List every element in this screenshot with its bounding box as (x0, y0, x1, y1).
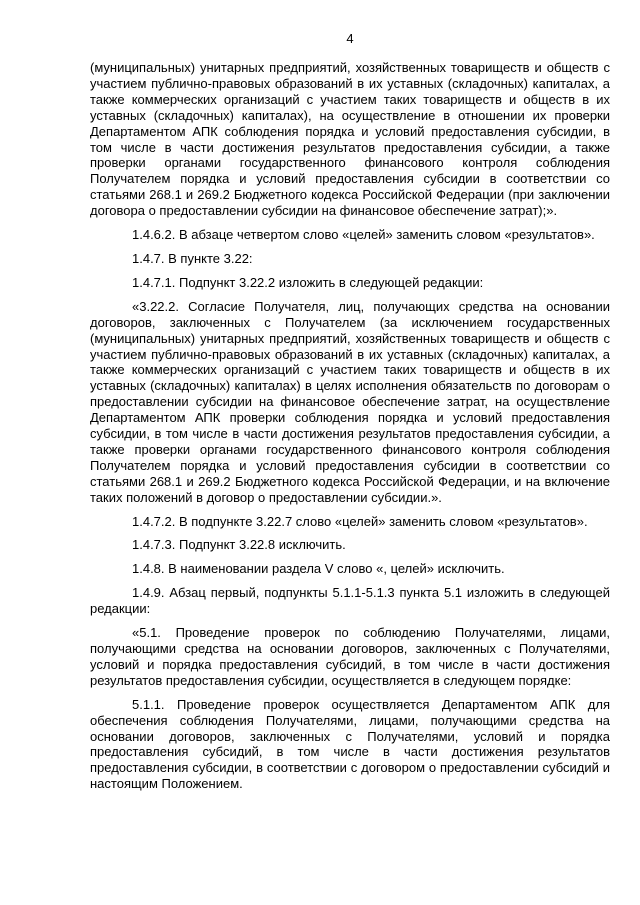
page-number: 4 (346, 31, 354, 46)
paragraph-1-4-8: 1.4.8. В наименовании раздела V слово «, целей» исключить. (132, 561, 505, 577)
paragraph-1-4-6-2: 1.4.6.2. В абзаце четвертом слово «целей» заменить словом «результатов». (132, 227, 595, 243)
paragraph-5-1-quote: «5.1. Проведение проверок по соблюдению Получателями, лицами, получающими средства на основании договоров, заключенных с Получателями, условий и порядка предоставления субсидий, в том числе в части достижения результатов предоставления субсидии, осуществляется в следующем порядке: (90, 625, 610, 688)
paragraph-1-4-7-3: 1.4.7.3. Подпункт 3.22.8 исключить. (132, 537, 346, 553)
paragraph-3-22-2-quote: «3.22.2. Согласие Получателя, лиц, получающих средства на основании договоров, заключенных с Получателем (за исключением государственных (муниципальных) унитарных предприятий, хозяйственных товариществ и обществ с участием публично-правовых образований в их уставных (складочных) капиталах, а также коммерческих организаций с участием таких товариществ и обществ в их уставных (складочных) капиталах) в целях исполнения обязательств по договорам о предоставлении субсидии на финансовое обеспечение затрат, на осуществление Департаментом АПК проверки соблюдения порядка и условий предоставления субсидии, в том числе в части достижения результатов предоставления субсидии, а также проверки органами государственного финансового контроля соблюдения Получателем порядка и условий предоставления субсидии в соответствии со статьями 268.1 и 269.2 Бюджетного кодекса Российской Федерации, и на включение таких положений в договор о предоставлении субсидии.». (90, 298, 610, 505)
document-body (90, 60, 610, 792)
paragraph-continuation: (муниципальных) унитарных предприятий, хозяйственных товариществ и обществ с участием публично-правовых образований в их уставных (складочных) капиталах, а также коммерческих организаций с участием таких товариществ и обществ в их уставных (складочных) капиталах), на осуществление в отношении их проверки Департаментом АПК соблюдения порядка и условий предоставления субсидии, в том числе в части достижения результатов предоставления субсидии, а также проверки органами государственного финансового контроля соблюдения Получателем порядка и условий предоставления субсидии в соответствии со статьями 268.1 и 269.2 Бюджетного кодекса Российской Федерации (при заключении договора о предоставлении субсидии на финансовое обеспечение затрат);». (90, 60, 610, 219)
paragraph-5-1-1: 5.1.1. Проведение проверок осуществляется Департаментом АПК для обеспечения соблюдения Получателями, лицами, получающими средства на основании договоров, заключенных с Получателями, условий и порядка предоставления субсидий, в том числе в части достижения результатов предоставления субсидии, в соответствии с договором о предоставлении субсидий и настоящим Положением. (90, 696, 610, 792)
paragraph-1-4-9: 1.4.9. Абзац первый, подпункты 5.1.1-5.1.3 пункта 5.1 изложить в следующей редакции: (90, 585, 610, 617)
paragraph-1-4-7-1: 1.4.7.1. Подпункт 3.22.2 изложить в следующей редакции: (132, 274, 484, 290)
paragraph-1-4-7-2: 1.4.7.2. В подпункте 3.22.7 слово «целей» заменить словом «результатов». (132, 513, 588, 529)
paragraph-1-4-7: 1.4.7. В пункте 3.22: (132, 250, 253, 266)
